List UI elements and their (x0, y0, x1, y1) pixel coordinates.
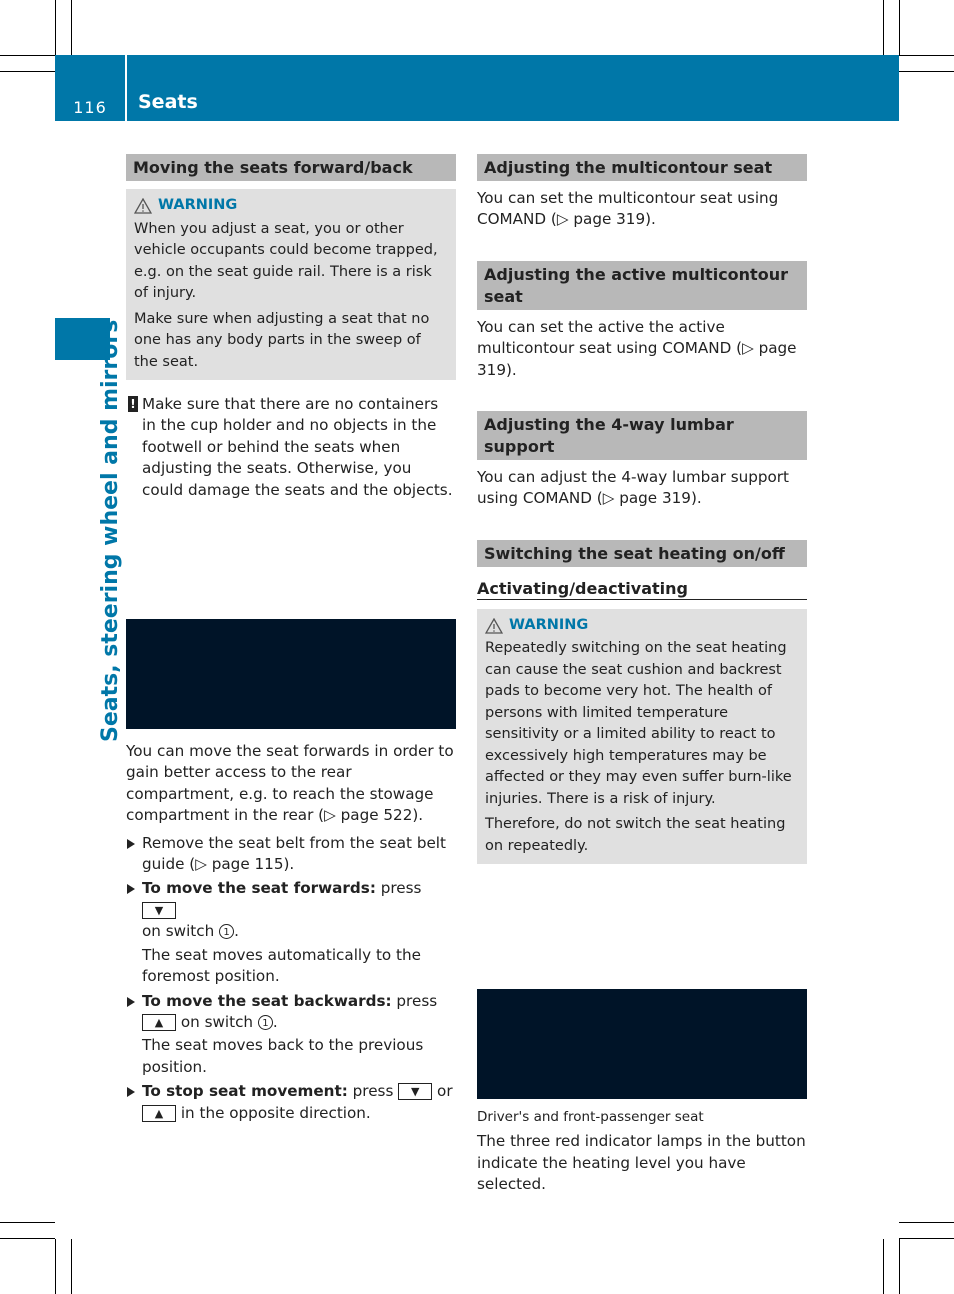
crop-mark (899, 1239, 900, 1294)
seat-heating-image (477, 989, 807, 1099)
page-title: Seats (138, 91, 198, 113)
warning-triangle-icon (485, 618, 503, 634)
crop-mark (0, 1238, 55, 1239)
instruction-step (126, 1081, 456, 1124)
instruction-step: To move the seat backwards: press ▲ on switch 1 . The seat moves back to the previous position. (126, 991, 456, 1079)
warning-label: WARNING (509, 616, 589, 633)
crop-mark (71, 1239, 72, 1294)
down-key-icon: ▼ (398, 1083, 432, 1100)
callout-number-icon: 1 (258, 1015, 273, 1030)
section-title-seat-heating: Switching the seat heating on/off (477, 540, 807, 567)
section-title-moving-seats: Moving the seats forward/back (126, 154, 456, 181)
step-result: The seat moves back to the previous position. (142, 1036, 424, 1076)
step-result: The seat moves automatically to the foremost position. (142, 945, 421, 986)
warning-text: Make sure when adjusting a seat that no one has any body parts in the sweep of the seat. (134, 310, 430, 370)
section-title-active-multicontour: Adjusting the active multicontour seat (477, 261, 807, 310)
section-text: You can set the active the active multicontour seat using COMAND (▷ page 319). (477, 317, 797, 379)
step-text: press (380, 879, 422, 898)
warning-label: WARNING (158, 197, 238, 213)
crop-mark (0, 71, 55, 72)
step-text: press (352, 1082, 394, 1101)
closing-text: The three red indicator lamps in the button indicate the heating level you have selected. (477, 1132, 806, 1194)
left-column (126, 154, 456, 1124)
warning-box (477, 609, 807, 865)
crop-mark (71, 0, 72, 55)
crop-mark (899, 71, 954, 72)
warning-text: Therefore, do not switch the seat heating on repeatedly. (485, 816, 786, 854)
exclamation-icon: ! (128, 396, 138, 412)
step-text: on switch (142, 922, 215, 941)
crop-mark (55, 0, 56, 55)
crop-mark (883, 1239, 884, 1294)
right-column (477, 154, 807, 1196)
crop-mark (55, 1239, 56, 1294)
intro-text: You can move the seat forwards in order to gain better access to the rear compartment, e.g. to reach the stowage compartment in the rear (▷ page 522). (126, 742, 454, 825)
step-text: Remove the seat belt from the seat belt guide (▷ page 115). (142, 833, 446, 874)
arrow-right-icon (127, 997, 135, 1007)
arrow-right-icon (127, 839, 135, 849)
warning-header (485, 615, 799, 637)
section-title-lumbar: Adjusting the 4-way lumbar support (477, 411, 807, 460)
section-text: You can set the multicontour seat using COMAND (▷ page 319). (477, 189, 779, 229)
step-heading: To move the seat forwards: (142, 879, 376, 898)
header-divider (125, 55, 127, 121)
down-key-icon: ▼ (142, 902, 176, 919)
section-text: You can adjust the 4-way lumbar support using COMAND (▷ page 319). (477, 468, 790, 508)
step-heading: To stop seat movement: (142, 1082, 348, 1101)
step-heading: To move the seat backwards: (142, 991, 392, 1010)
section-title-multicontour: Adjusting the multicontour seat (477, 154, 807, 181)
crop-mark (0, 55, 55, 56)
up-key-icon: ▲ (142, 1014, 176, 1031)
instruction-step (126, 833, 456, 876)
instruction-step: To move the seat forwards: press ▼ on switch 1 . The seat moves automatically to the foremost position. (126, 878, 456, 987)
chapter-title: Seats, steering wheel and mirrors (98, 319, 123, 742)
crop-mark (0, 1222, 55, 1223)
step-text: in the opposite direction. (180, 1103, 371, 1122)
step-text: or (437, 1082, 453, 1101)
crop-mark (899, 55, 954, 56)
warning-text: Repeatedly switching on the seat heating can cause the seat cushion and backrest pads to become very hot. The health of persons with limited temperature sensitivity or a limited ability to react to excessively high temperatures may be affected or they may even suffer burn-like injuries. There is a risk of injury. (485, 640, 792, 807)
up-key-icon: ▲ (142, 1105, 176, 1122)
crop-mark (883, 0, 884, 55)
crop-mark (899, 1222, 954, 1223)
note-text: Make sure that there are no containers in the cup holder and no objects in the footwell or behind the seats when adjusting the seats. Otherwise, you could damage the seats and the objects. (142, 395, 453, 499)
callout-number-icon: 1 (219, 924, 234, 939)
note-paragraph (126, 394, 456, 501)
step-text: on switch (180, 1012, 254, 1031)
warning-text: When you adjust a seat, you or other vehicle occupants could become trapped, e.g. on the seat guide rail. There is a risk of injury. (134, 220, 438, 301)
warning-header (134, 195, 448, 217)
warning-triangle-icon (134, 198, 152, 214)
subsection-heading: Activating/deactivating (477, 579, 807, 600)
arrow-right-icon (127, 884, 135, 894)
step-text: press (396, 991, 438, 1010)
crop-mark (899, 0, 900, 55)
warning-box (126, 189, 456, 380)
crop-mark (899, 1238, 954, 1239)
arrow-right-icon (127, 1087, 135, 1097)
seat-switch-image (126, 619, 456, 729)
image-caption: Driver's and front-passenger seat (477, 1109, 704, 1126)
page-number: 116 (73, 98, 107, 117)
